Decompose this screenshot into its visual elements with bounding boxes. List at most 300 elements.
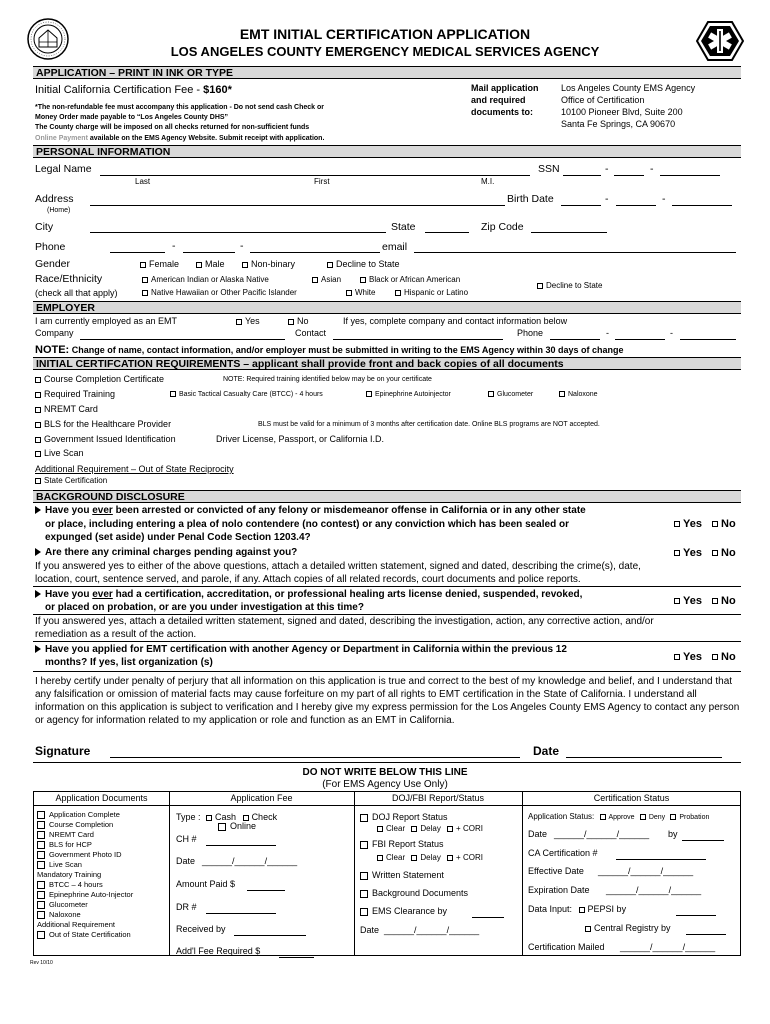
office-doc-label: Government Photo ID bbox=[49, 850, 122, 859]
home-caption: (Home) bbox=[47, 207, 71, 214]
fee-online-label: Online bbox=[230, 821, 257, 831]
phone-prefix-field[interactable] bbox=[183, 252, 235, 253]
race-label: Race/Ethnicity bbox=[35, 273, 103, 285]
requirements-section-header: INITIAL CERTIFCATION REQUIREMENTS – applicant shall provide front and back copies of all documents bbox=[33, 357, 741, 370]
office-training-item[interactable] bbox=[37, 880, 133, 890]
race-hawaiian-checkbox[interactable] bbox=[142, 290, 148, 296]
race-hispanic-checkbox[interactable] bbox=[395, 290, 401, 296]
office-doc-item[interactable] bbox=[37, 840, 133, 850]
race-asian-checkbox[interactable] bbox=[312, 277, 318, 283]
ssn-field-1[interactable] bbox=[563, 175, 601, 176]
data-input-row bbox=[528, 904, 626, 914]
bg-q2-text: Are there any criminal charges pending against you? bbox=[45, 547, 298, 558]
phone-dash-2: - bbox=[240, 240, 244, 252]
office-training-item[interactable] bbox=[37, 890, 133, 900]
middle-initial-caption: M.I. bbox=[481, 177, 495, 186]
fee-online-checkbox[interactable] bbox=[218, 823, 226, 831]
certification-statement: I hereby certify under penalty of perjury that all information on this application is true and correct to the best of my knowledge and belief, and I understand that any falsification or omission of material facts may cause forfeiture on my part of all rights to EMT certification in the State of California. I understand all information on this application is subject to verification and I hereby give my express permission for the Los Angeles County EMS Agency to contact any person or agency for information related to my application or role and function as an EMT in California. bbox=[35, 676, 740, 726]
office-training-checkbox[interactable] bbox=[37, 901, 45, 909]
office-doc-item[interactable] bbox=[37, 860, 133, 870]
employed-no-checkbox[interactable] bbox=[288, 319, 294, 325]
office-doc-checkbox[interactable] bbox=[37, 851, 45, 859]
application-section-header: APPLICATION – PRINT IN INK OR TYPE bbox=[33, 66, 741, 79]
legal-name-field[interactable] bbox=[100, 175, 530, 176]
form-title: EMT INITIAL CERTIFICATION APPLICATION bbox=[239, 26, 531, 42]
office-doc-checkbox[interactable] bbox=[37, 811, 45, 819]
gender-male-option[interactable] bbox=[196, 259, 225, 269]
bg-q3-yes-checkbox[interactable] bbox=[674, 598, 680, 604]
bg-q4-yes-option[interactable] bbox=[674, 651, 702, 663]
central-registry-checkbox[interactable] bbox=[585, 926, 591, 932]
req-course-note: NOTE: Required training identified below may be on your certificate bbox=[223, 376, 432, 383]
req-govid[interactable] bbox=[35, 434, 176, 444]
gender-decline-checkbox[interactable] bbox=[327, 262, 333, 268]
state-field[interactable] bbox=[425, 232, 469, 233]
bg-q1-yes-option[interactable] bbox=[674, 518, 702, 530]
mail-label-2: and required bbox=[471, 95, 526, 105]
bg-q3-no-label: No bbox=[721, 595, 736, 607]
gender-decline-option[interactable] bbox=[327, 259, 400, 269]
bg-q4-yes-checkbox[interactable] bbox=[674, 654, 680, 660]
req-state-cert-label: State Certification bbox=[44, 476, 108, 485]
race-hawaiian-label: Native Hawaiian or Other Pacific Islander bbox=[151, 288, 297, 297]
bg-q2-no-option[interactable] bbox=[712, 547, 736, 559]
bg-divider-4 bbox=[33, 671, 741, 672]
bg-q3-yes-label: Yes bbox=[683, 595, 702, 607]
written-statement-checkbox[interactable] bbox=[360, 872, 368, 880]
state-label: State bbox=[391, 221, 416, 233]
legal-name-label: Legal Name bbox=[35, 163, 92, 175]
deny-label: Deny bbox=[648, 814, 666, 821]
bg-q2-no-checkbox[interactable] bbox=[712, 550, 718, 556]
race-native-option[interactable] bbox=[142, 275, 269, 284]
req-bls-label: BLS for the Healthcare Provider bbox=[44, 419, 172, 429]
office-doc-label: Application Complete bbox=[49, 810, 120, 819]
bg-question-3-line-1 bbox=[35, 589, 582, 600]
gender-nonbinary-checkbox[interactable] bbox=[242, 262, 248, 268]
req-nremt-checkbox[interactable] bbox=[35, 407, 41, 413]
fbi-clear-checkbox[interactable] bbox=[377, 855, 383, 861]
bg-q1-yes-checkbox[interactable] bbox=[674, 521, 680, 527]
req-btcc-label: Basic Tactical Casualty Care (BTCC) - 4 hours bbox=[179, 391, 323, 398]
bg-q3-note-1: If you answered yes, attach a detailed written statement, signed and dated, describing the investigation, action, any corrective action, and/or bbox=[35, 616, 654, 627]
birth-date-label: Birth Date bbox=[507, 193, 554, 205]
ems-clearance-checkbox[interactable] bbox=[360, 908, 368, 916]
race-decline-label: Decline to State bbox=[546, 281, 603, 290]
doj-cori-label: + CORI bbox=[456, 824, 483, 833]
fee-received-label: Received by bbox=[176, 924, 226, 934]
race-white-option[interactable] bbox=[346, 288, 375, 297]
fee-check-label: Check bbox=[251, 812, 278, 822]
office-out-state-label: Out of State Certification bbox=[49, 930, 131, 939]
bg-documents-checkbox[interactable] bbox=[360, 890, 368, 898]
office-use-table bbox=[33, 791, 741, 956]
birth-dash-1: - bbox=[605, 193, 609, 205]
office-col-divider-3 bbox=[522, 792, 523, 955]
req-gluc-label: Glucometer bbox=[497, 391, 534, 398]
office-training-checkbox[interactable] bbox=[37, 911, 45, 919]
office-doc-label: Course Completion bbox=[49, 820, 114, 829]
office-doc-checkbox[interactable] bbox=[37, 831, 45, 839]
office-training-checkbox[interactable] bbox=[37, 891, 45, 899]
office-additional-heading: Additional Requirement bbox=[37, 920, 115, 929]
req-course-label: Course Completion Certificate bbox=[44, 374, 165, 384]
ems-clearance-row[interactable] bbox=[360, 906, 447, 916]
pepsi-checkbox[interactable] bbox=[579, 907, 585, 913]
office-training-label: BTCC – 4 hours bbox=[49, 880, 103, 889]
bg-q1-no-option[interactable] bbox=[712, 518, 736, 530]
status-by-field[interactable] bbox=[682, 840, 724, 841]
employer-phone-dash-1: - bbox=[606, 328, 609, 338]
revision-note: Rev 10/10 bbox=[30, 960, 53, 966]
change-note bbox=[35, 344, 623, 356]
employer-phone-label: Phone bbox=[517, 328, 544, 338]
phone-label: Phone bbox=[35, 241, 66, 253]
doj-status-checkbox[interactable] bbox=[360, 814, 368, 822]
req-course-checkbox[interactable] bbox=[35, 377, 41, 383]
req-state-cert[interactable] bbox=[35, 476, 107, 485]
gender-male-checkbox[interactable] bbox=[196, 262, 202, 268]
employed-yes-checkbox[interactable] bbox=[236, 319, 242, 325]
cert-mailed-label: Certification Mailed bbox=[528, 942, 605, 952]
ca-cert-field[interactable] bbox=[616, 859, 706, 860]
bg-divider-1 bbox=[33, 586, 741, 587]
bg-q2-yes-option[interactable] bbox=[674, 547, 702, 559]
race-decline-checkbox[interactable] bbox=[537, 283, 543, 289]
bg-divider-2 bbox=[33, 614, 741, 615]
signature-label: Signature bbox=[35, 744, 91, 758]
cert-mailed-field[interactable]: ______/______/______ bbox=[620, 942, 716, 952]
zip-code-label: Zip Code bbox=[481, 221, 524, 233]
doj-status-label: DOJ Report Status bbox=[372, 812, 448, 822]
employed-yes-option[interactable] bbox=[236, 316, 260, 326]
office-doc-item[interactable] bbox=[37, 820, 133, 830]
req-bls-checkbox[interactable] bbox=[35, 422, 41, 428]
gender-female-option[interactable] bbox=[140, 259, 179, 269]
bg-question-1-line-1 bbox=[35, 505, 586, 516]
office-col2-header: Application Fee bbox=[169, 792, 354, 806]
fbi-status-checkbox[interactable] bbox=[360, 841, 368, 849]
signature-field[interactable] bbox=[110, 757, 520, 758]
doj-clear-checkbox[interactable] bbox=[377, 826, 383, 832]
office-training-label: Glucometer bbox=[49, 900, 88, 909]
employer-instruction: If yes, complete company and contact information below bbox=[343, 316, 568, 326]
signature-date-field[interactable] bbox=[566, 757, 722, 758]
background-section-header: BACKGROUND DISCLOSURE bbox=[33, 490, 741, 503]
bg-q1-ever: ever bbox=[92, 505, 113, 516]
mail-label-1: Mail application bbox=[471, 83, 539, 93]
bg-q3-no-checkbox[interactable] bbox=[712, 598, 718, 604]
gender-label: Gender bbox=[35, 258, 71, 270]
doj-delay-checkbox[interactable] bbox=[411, 826, 417, 832]
bg-q3-pre: Have you bbox=[45, 589, 93, 600]
doj-cori-checkbox[interactable] bbox=[447, 826, 453, 832]
approve-label: Approve bbox=[608, 814, 635, 821]
bg-q4-no-option[interactable] bbox=[712, 651, 736, 663]
fbi-clear-label: Clear bbox=[386, 853, 406, 862]
pepsi-field[interactable] bbox=[676, 915, 716, 916]
office-use-title: DO NOT WRITE BELOW THIS LINE bbox=[302, 767, 468, 778]
bg-q1-no-checkbox[interactable] bbox=[712, 521, 718, 527]
fbi-status-label: FBI Report Status bbox=[372, 839, 444, 849]
race-black-option[interactable] bbox=[360, 275, 460, 284]
req-btcc[interactable] bbox=[170, 391, 323, 398]
bg-q4-text: Have you applied for EMT certification with another Agency or Department in California within the previous 12 bbox=[45, 644, 567, 655]
ems-date-label: Date bbox=[360, 925, 380, 935]
deny-checkbox[interactable] bbox=[640, 814, 646, 820]
office-doc-checkbox[interactable] bbox=[37, 841, 45, 849]
req-livescan[interactable] bbox=[35, 448, 84, 458]
bg-q3-note-2: remediation as a result of the action. bbox=[35, 629, 197, 640]
fee-dr-label: DR # bbox=[176, 902, 197, 912]
office-col4-header: Certification Status bbox=[522, 792, 741, 806]
fbi-cori-checkbox[interactable] bbox=[447, 855, 453, 861]
effective-date-field[interactable]: ______/______/______ bbox=[598, 866, 694, 876]
fee-cash-checkbox[interactable] bbox=[206, 815, 212, 821]
req-gluc-checkbox[interactable] bbox=[488, 391, 494, 397]
race-native-checkbox[interactable] bbox=[142, 277, 148, 283]
office-col-divider-2 bbox=[354, 792, 355, 955]
personal-section-header: PERSONAL INFORMATION bbox=[33, 145, 741, 158]
written-statement-label: Written Statement bbox=[372, 870, 444, 880]
mail-address-2: Office of Certification bbox=[561, 95, 645, 105]
req-bls-note: BLS must be valid for a minimum of 3 months after certification date. Online BLS programs are NOT accepted. bbox=[258, 421, 600, 428]
req-nalox[interactable] bbox=[559, 391, 598, 398]
req-gluc[interactable] bbox=[488, 391, 533, 398]
bg-q4-yes-label: Yes bbox=[683, 651, 702, 663]
change-note-text: Change of name, contact information, and/or employer must be submitted in writing to the EMS Agency within 30 days of change bbox=[69, 345, 624, 355]
office-training-item[interactable] bbox=[37, 910, 133, 920]
office-mandatory-heading: Mandatory Training bbox=[37, 870, 102, 879]
bg-question-4-line-1 bbox=[35, 644, 567, 655]
employer-section-header: EMPLOYER bbox=[33, 301, 741, 314]
employer-phone-field-3[interactable] bbox=[680, 339, 736, 340]
fee-addl-label: Add'l Fee Required $ bbox=[176, 946, 261, 956]
req-livescan-checkbox[interactable] bbox=[35, 451, 41, 457]
req-govid-label: Government Issued Identification bbox=[44, 434, 176, 444]
company-field[interactable] bbox=[80, 339, 285, 340]
gender-nonbinary-option[interactable] bbox=[242, 259, 295, 269]
office-out-state-item[interactable] bbox=[37, 930, 133, 940]
doj-delay-label: Delay bbox=[420, 824, 441, 833]
ssn-field-3[interactable] bbox=[660, 175, 720, 176]
race-hispanic-option[interactable] bbox=[395, 288, 468, 297]
fee-ch-row bbox=[176, 834, 197, 844]
gender-female-checkbox[interactable] bbox=[140, 262, 146, 268]
ems-clearance-field[interactable] bbox=[472, 917, 504, 918]
fee-amount-field[interactable] bbox=[247, 890, 285, 891]
fbi-delay-label: Delay bbox=[420, 853, 441, 862]
doj-clear-label: Clear bbox=[386, 824, 406, 833]
fee-type-label: Type : bbox=[176, 812, 201, 822]
office-doc-checkbox[interactable] bbox=[37, 861, 45, 869]
race-native-label: American Indian or Alaska Native bbox=[151, 275, 269, 284]
race-black-checkbox[interactable] bbox=[360, 277, 366, 283]
req-nalox-checkbox[interactable] bbox=[559, 391, 565, 397]
office-training-label: Naloxone bbox=[49, 910, 81, 919]
birth-day-field[interactable] bbox=[616, 205, 656, 206]
phone-area-field[interactable] bbox=[110, 252, 165, 253]
bg-question-3-line-2: or placed on probation, or are you under investigation at this time? bbox=[45, 602, 364, 613]
expiration-date-field[interactable]: ______/______/______ bbox=[606, 885, 702, 895]
contact-field[interactable] bbox=[333, 339, 503, 340]
agency-name: LOS ANGELES COUNTY EMERGENCY MEDICAL SERVICES AGENCY bbox=[170, 44, 600, 59]
ems-date-field[interactable]: ______/______/______ bbox=[384, 925, 480, 935]
fee-note-2: Money Order made payable to “Los Angeles County DHS” bbox=[35, 114, 229, 121]
bullet-arrow-icon bbox=[35, 590, 41, 598]
fee-online-row[interactable] bbox=[218, 821, 256, 831]
contact-label: Contact bbox=[295, 328, 327, 338]
employed-no-option[interactable] bbox=[288, 316, 309, 326]
bg-documents-row[interactable] bbox=[360, 888, 468, 898]
bg-q1-post: been arrested or convicted of any felony or misdemeanor offense in California or in any other state bbox=[112, 505, 586, 516]
fbi-status-row[interactable] bbox=[360, 839, 444, 849]
office-training-item[interactable] bbox=[37, 900, 133, 910]
fee-ch-field[interactable] bbox=[206, 845, 276, 846]
race-subcaption: (check all that apply) bbox=[35, 288, 118, 298]
req-course-completion[interactable] bbox=[35, 374, 164, 384]
fee-cash-label: Cash bbox=[215, 812, 237, 822]
office-header-divider bbox=[34, 805, 740, 806]
fee-note-3: The County charge will be imposed on all checks returned for non-sufficient funds bbox=[35, 124, 310, 131]
bg-q3-yes-option[interactable] bbox=[674, 595, 702, 607]
bg-q4-no-checkbox[interactable] bbox=[712, 654, 718, 660]
employed-question: I am currently employed as an EMT bbox=[35, 316, 178, 326]
doj-status-row[interactable] bbox=[360, 812, 448, 822]
fbi-options bbox=[377, 853, 483, 862]
gender-female-label: Female bbox=[149, 259, 180, 269]
req-additional-heading: Additional Requirement – Out of State Reciprocity bbox=[35, 464, 234, 474]
race-asian-option[interactable] bbox=[312, 275, 341, 284]
req-nalox-label: Naloxone bbox=[568, 391, 598, 398]
req-training-label: Required Training bbox=[44, 389, 116, 399]
signature-divider bbox=[33, 762, 741, 763]
address-field[interactable] bbox=[90, 205, 505, 206]
effective-date-label: Effective Date bbox=[528, 866, 584, 876]
online-payment-text: available on the EMS Agency Website. Submit receipt with application. bbox=[87, 135, 325, 142]
zip-code-field[interactable] bbox=[531, 232, 607, 233]
fee-check-checkbox[interactable] bbox=[243, 815, 249, 821]
office-doc-label: Live Scan bbox=[49, 860, 82, 869]
bg-q2-yes-checkbox[interactable] bbox=[674, 550, 680, 556]
office-doc-label: BLS for HCP bbox=[49, 840, 92, 849]
bg-question-1-line-3: expunged (set aside) under Penal Code Section 1203.4? bbox=[45, 532, 311, 543]
fee-ch-label: CH # bbox=[176, 834, 197, 844]
status-date-label: Date bbox=[528, 829, 548, 839]
fee-date-field[interactable]: ______/______/______ bbox=[202, 856, 298, 866]
ssn-dash-2: - bbox=[650, 163, 654, 175]
bg-question-2 bbox=[35, 547, 297, 558]
fbi-cori-label: + CORI bbox=[456, 853, 483, 862]
fee-note-1: *The non-refundable fee must accompany this application - Do not send cash Check or bbox=[35, 104, 324, 111]
race-hispanic-label: Hispanic or Latino bbox=[404, 288, 469, 297]
ssn-field-2[interactable] bbox=[614, 175, 644, 176]
first-name-caption: First bbox=[314, 177, 330, 186]
mail-address-3: 10100 Pioneer Blvd, Suite 200 bbox=[561, 107, 683, 117]
office-doc-item[interactable] bbox=[37, 850, 133, 860]
office-doc-label: NREMT Card bbox=[49, 830, 94, 839]
online-payment-link[interactable]: Online Payment bbox=[35, 135, 88, 142]
req-nremt[interactable] bbox=[35, 404, 98, 414]
online-payment-note bbox=[35, 135, 324, 142]
bg-q1-no-label: No bbox=[721, 518, 736, 530]
office-col1-header: Application Documents bbox=[34, 792, 169, 806]
data-input-label: Data Input: bbox=[528, 904, 573, 914]
email-label: email bbox=[382, 241, 408, 253]
req-training-checkbox[interactable] bbox=[35, 392, 41, 398]
fbi-delay-checkbox[interactable] bbox=[411, 855, 417, 861]
race-hawaiian-option[interactable] bbox=[142, 288, 297, 297]
employer-phone-field-2[interactable] bbox=[615, 339, 665, 340]
status-date-field[interactable]: ______/______/______ bbox=[554, 829, 650, 839]
req-govid-note: Driver License, Passport, or California I.D. bbox=[216, 434, 385, 444]
written-statement-row[interactable] bbox=[360, 870, 444, 880]
bg-q4-no-label: No bbox=[721, 651, 736, 663]
bg-divider-3 bbox=[33, 641, 741, 642]
req-epi[interactable] bbox=[366, 391, 451, 398]
bg-q3-no-option[interactable] bbox=[712, 595, 736, 607]
ssn-dash-1: - bbox=[605, 163, 609, 175]
bg-q2-note-1: If you answered yes to either of the above questions, attach a detailed written statement, signed and dated, describing the crime(s), date, bbox=[35, 561, 641, 572]
phone-line-field[interactable] bbox=[250, 252, 380, 253]
fee-amount-label: Amount Paid $ bbox=[176, 879, 236, 889]
office-training-checkbox[interactable] bbox=[37, 881, 45, 889]
bg-q3-ever: ever bbox=[92, 589, 113, 600]
bg-q1-yes-label: Yes bbox=[683, 518, 702, 530]
email-field[interactable] bbox=[414, 252, 736, 253]
office-out-state-checkbox[interactable] bbox=[37, 931, 45, 939]
req-epi-checkbox[interactable] bbox=[366, 391, 372, 397]
birth-year-field[interactable] bbox=[672, 205, 732, 206]
office-doc-item[interactable] bbox=[37, 810, 133, 820]
birth-dash-2: - bbox=[662, 193, 666, 205]
req-bls[interactable] bbox=[35, 419, 171, 429]
approve-checkbox[interactable] bbox=[600, 814, 606, 820]
race-white-checkbox[interactable] bbox=[346, 290, 352, 296]
req-btcc-checkbox[interactable] bbox=[170, 391, 176, 397]
fee-addl-field[interactable] bbox=[279, 957, 314, 958]
mail-address-4: Santa Fe Springs, CA 90670 bbox=[561, 119, 676, 129]
office-doc-checkbox[interactable] bbox=[37, 821, 45, 829]
req-state-cert-checkbox[interactable] bbox=[35, 478, 41, 484]
birth-month-field[interactable] bbox=[561, 205, 601, 206]
probation-checkbox[interactable] bbox=[670, 814, 676, 820]
employed-no-label: No bbox=[297, 316, 309, 326]
fee-received-field[interactable] bbox=[234, 935, 306, 936]
city-field[interactable] bbox=[90, 232, 386, 233]
address-label: Address bbox=[35, 193, 74, 205]
req-training[interactable] bbox=[35, 389, 115, 399]
probation-label: Probation bbox=[679, 814, 710, 821]
office-doc-item[interactable] bbox=[37, 830, 133, 840]
employer-phone-field-1[interactable] bbox=[550, 339, 600, 340]
central-registry-row[interactable] bbox=[585, 923, 671, 933]
central-registry-field[interactable] bbox=[686, 934, 726, 935]
race-decline-option[interactable] bbox=[537, 281, 602, 290]
ca-cert-label: CA Certification # bbox=[528, 848, 598, 858]
req-epi-label: Epinephrine Autoinjector bbox=[375, 391, 451, 398]
expiration-date-label: Expiration Date bbox=[528, 885, 590, 895]
fee-dr-field[interactable] bbox=[206, 913, 276, 914]
bg-q2-no-label: No bbox=[721, 547, 736, 559]
doj-options bbox=[377, 824, 483, 833]
race-asian-label: Asian bbox=[321, 275, 342, 284]
req-govid-checkbox[interactable] bbox=[35, 437, 41, 443]
bg-question-1-line-2: or place, including entering a plea of nolo contendere (no contest) or any conviction which has been sealed or bbox=[45, 519, 569, 530]
fee-date-label: Date bbox=[176, 856, 196, 866]
fee-label: Initial California Certification Fee - bbox=[35, 84, 204, 96]
mail-address-1: Los Angeles County EMS Agency bbox=[561, 83, 696, 93]
